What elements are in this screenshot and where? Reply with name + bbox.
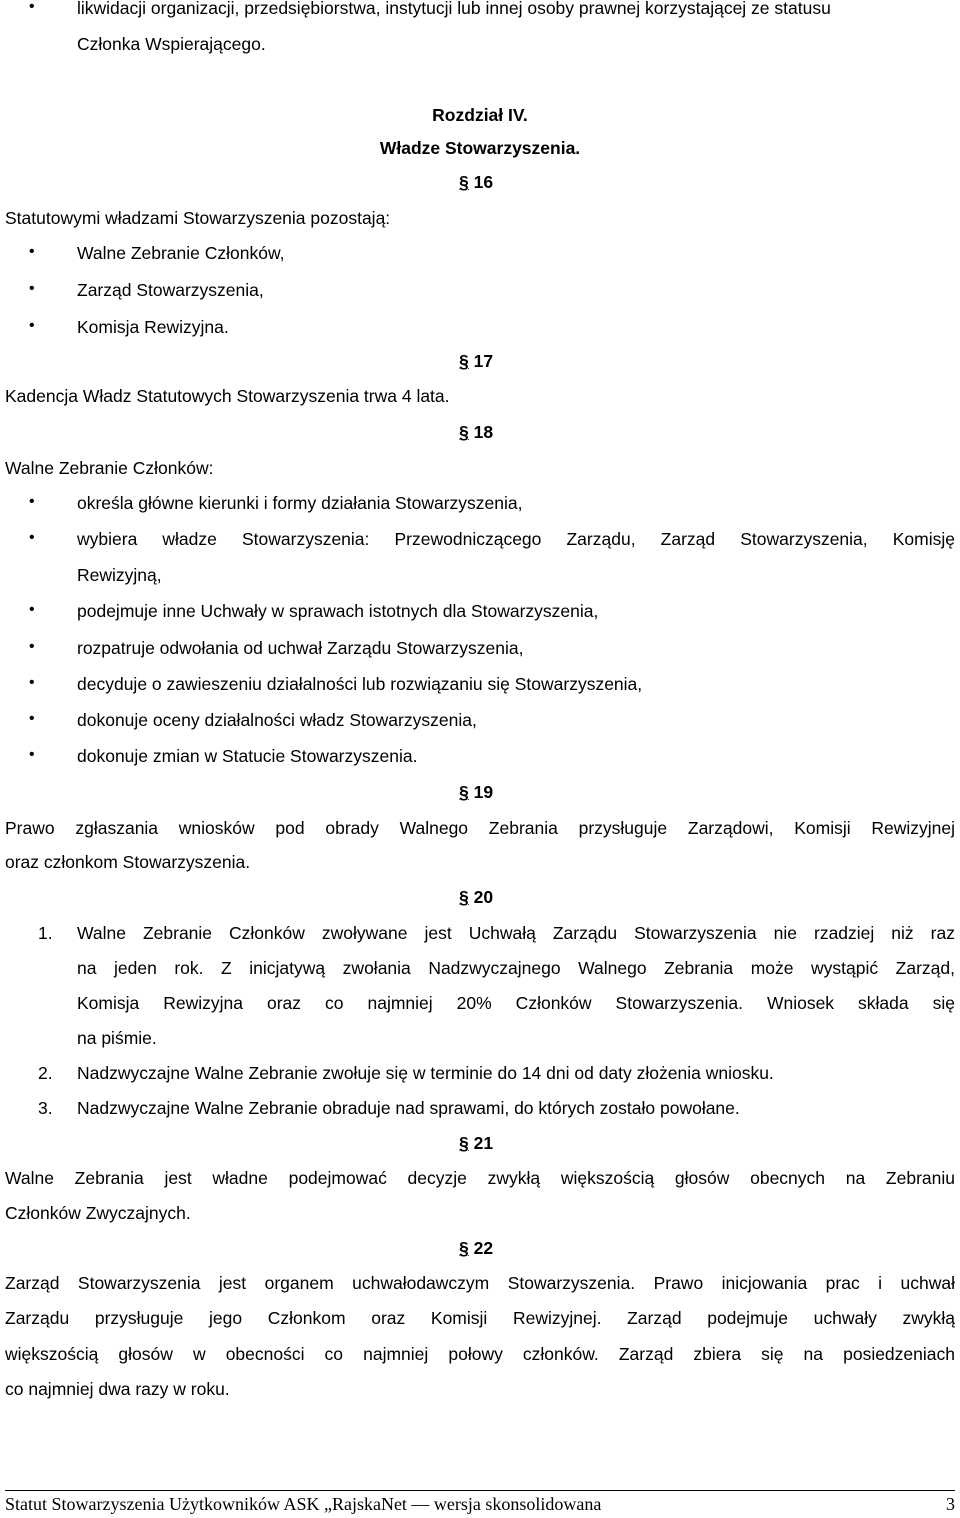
section-22-line: większością głosów w obecności co najmniej połowy członków. Zarząd zbiera się na posiedzeniach	[5, 1344, 955, 1364]
list-item: • decyduje o zawieszeniu działalności lub rozwiązaniu się Stowarzyszenia,	[77, 674, 642, 695]
chapter-title: Rozdział IV.	[432, 105, 528, 125]
list-item-text: wybiera władze Stowarzyszenia: Przewodniczącego Zarządu, Zarząd Stowarzyszenia, Komisję	[77, 529, 955, 549]
paragraph-number: 2.	[38, 1063, 53, 1083]
section-sign-icon: §	[459, 887, 469, 907]
list-item: • rozpatruje odwołania od uchwał Zarządu Stowarzyszenia,	[77, 638, 524, 659]
section-heading-16	[459, 172, 493, 193]
section-heading-22	[459, 1238, 493, 1259]
section-heading-17	[459, 351, 493, 372]
paragraph-number: 3.	[38, 1098, 53, 1118]
section-number: 16	[473, 172, 494, 192]
section-18-intro: Walne Zebranie Członków:	[5, 458, 214, 478]
section-sign-icon: §	[459, 1133, 469, 1153]
section-sign-icon: §	[459, 782, 469, 802]
list-item	[77, 529, 955, 550]
list-item-continuation: Członka Wspierającego.	[77, 34, 266, 54]
section-heading-19	[459, 782, 493, 803]
paragraph-line: na piśmie.	[77, 1028, 157, 1048]
section-19-line: oraz członkom Stowarzyszenia.	[5, 852, 251, 872]
chapter-subtitle: Władze Stowarzyszenia.	[379, 138, 581, 158]
section-21-line: Członków Zwyczajnych.	[5, 1203, 191, 1223]
section-17-text: Kadencja Władz Statutowych Stowarzyszenia trwa 4 lata.	[5, 386, 450, 406]
footer-divider	[5, 1490, 955, 1491]
paragraph-line: Nadzwyczajne Walne Zebranie obraduje nad sprawami, do których zostało powołane.	[77, 1098, 740, 1118]
paragraph-number: 1.	[38, 923, 53, 943]
section-16-intro: Statutowymi władzami Stowarzyszenia pozostają:	[5, 208, 391, 228]
list-item: • Walne Zebranie Członków,	[77, 243, 285, 264]
section-number: 19	[473, 782, 494, 802]
paragraph-line: Walne Zebranie Członków zwoływane jest Uchwałą Zarządu Stowarzyszenia nie rzadziej niż raz	[77, 923, 955, 943]
paragraph-line: Komisja Rewizyjna oraz co najmniej 20% Członków Stowarzyszenia. Wniosek składa się	[77, 993, 955, 1013]
section-heading-18	[459, 422, 493, 443]
section-sign-icon: §	[459, 422, 469, 442]
section-21-line: Walne Zebrania jest władne podejmować decyzje zwykłą większością głosów obecnych na Zebraniu	[5, 1168, 955, 1188]
list-item: • określa główne kierunki i formy działania Stowarzyszenia,	[77, 493, 522, 514]
list-item: • Zarząd Stowarzyszenia,	[77, 280, 264, 301]
section-22-line: Zarządu przysługuje jego Członkom oraz Komisji Rewizyjnej. Zarząd podejmuje uchwały zwykłą	[5, 1308, 955, 1328]
list-item: • dokonuje oceny działalności władz Stowarzyszenia,	[77, 710, 477, 731]
section-22-line: Zarząd Stowarzyszenia jest organem uchwałodawczym Stowarzyszenia. Prawo inicjowania prac i uchwał	[5, 1273, 955, 1293]
list-item-continuation: Rewizyjną,	[77, 565, 162, 585]
section-sign-icon: §	[459, 351, 469, 371]
section-number: 21	[473, 1133, 494, 1153]
section-number: 20	[473, 887, 494, 907]
section-heading-20	[459, 887, 493, 908]
section-19-line: Prawo zgłaszania wniosków pod obrady Walnego Zebrania przysługuje Zarządowi, Komisji Rewizyjnej	[5, 818, 955, 838]
section-22-line: co najmniej dwa razy w roku.	[5, 1379, 230, 1399]
list-item: • likwidacji organizacji, przedsiębiorstwa, instytucji lub innej osoby prawnej korzystającej ze statusu	[77, 0, 831, 19]
section-sign-icon: §	[459, 1238, 469, 1258]
list-item: • Komisja Rewizyjna.	[77, 317, 229, 338]
section-sign-icon: §	[459, 172, 469, 192]
paragraph-line: na jeden rok. Z inicjatywą zwołania Nadzwyczajnego Walnego Zebrania może wystąpić Zarząd,	[77, 958, 955, 978]
footer-title: Statut Stowarzyszenia Użytkowników ASK „RajskaNet — wersja skonsolidowana	[5, 1494, 602, 1514]
section-number: 22	[473, 1238, 494, 1258]
bullet-icon: •	[29, 529, 35, 546]
list-item: • podejmuje inne Uchwały w sprawach istotnych dla Stowarzyszenia,	[77, 601, 598, 622]
section-heading-21	[459, 1133, 493, 1154]
section-number: 18	[473, 422, 494, 442]
paragraph-line: Nadzwyczajne Walne Zebranie zwołuje się w terminie do 14 dni od daty złożenia wniosku.	[77, 1063, 774, 1083]
page-number: 3	[946, 1494, 955, 1514]
list-item: • dokonuje zmian w Statucie Stowarzyszenia.	[77, 746, 417, 767]
section-number: 17	[473, 351, 494, 371]
